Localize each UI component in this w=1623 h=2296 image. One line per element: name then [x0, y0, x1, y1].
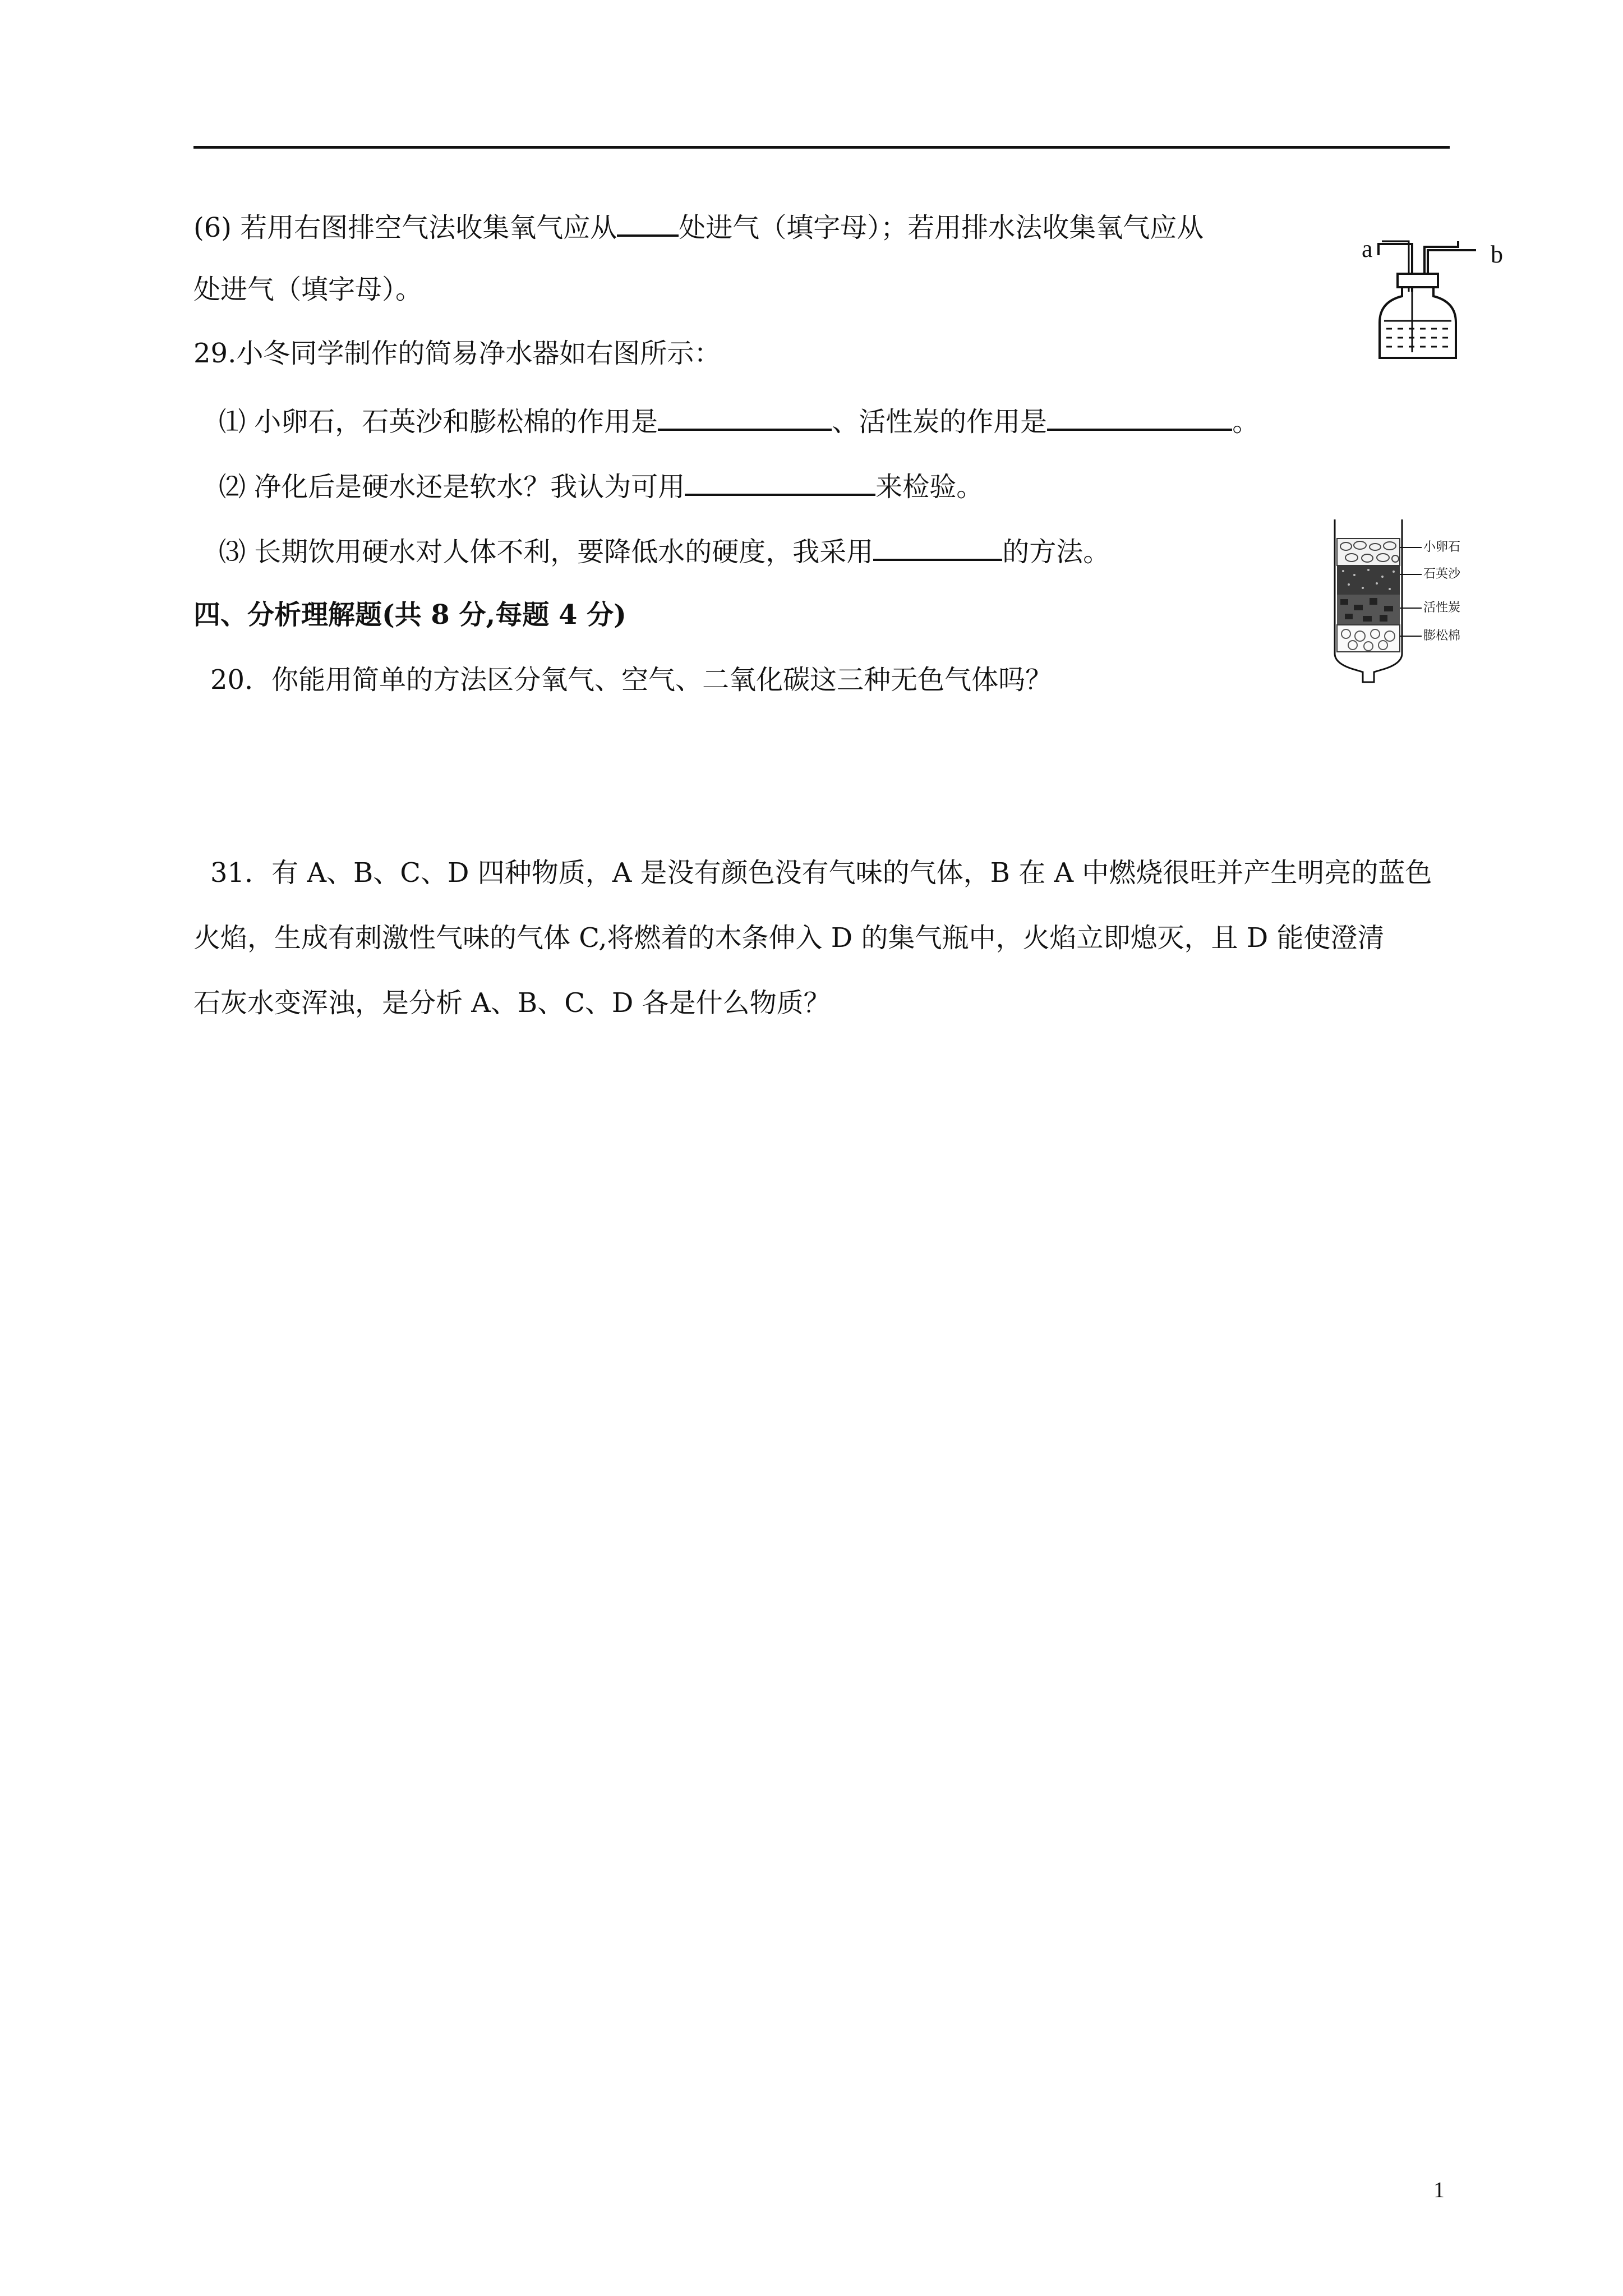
q29-sub2 — [219, 468, 983, 504]
water-filter-icon — [1329, 516, 1514, 690]
q29-stem: 29.小冬同学制作的简易净水器如右图所示： — [193, 338, 721, 369]
q29-sub2-prefix: ⑵ 净化后是硬水还是软水？我认为可用 — [219, 471, 685, 503]
filter-label-cotton: 膨松棉 — [1423, 629, 1461, 643]
page-number: 1 — [1433, 2177, 1445, 2202]
gas-bottle-figure — [1346, 224, 1514, 370]
q31-line2: 火焰，生成有刺激性气味的气体 C,将燃着的木条伸入 D 的集气瓶中，火焰立即熄灭，且 D 能使澄清 — [193, 922, 1385, 954]
q31-line3: 石灰水变浑浊，是分析 A、B、C、D 各是什么物质？ — [193, 987, 831, 1019]
filter-label-sand: 石英沙 — [1423, 567, 1461, 581]
q29-blank-carbon[interactable] — [1047, 403, 1232, 431]
section4-heading: 四、分析理解题(共 8 分,每题 4 分) — [193, 599, 626, 631]
q29-blank-method[interactable] — [873, 533, 1002, 561]
bottle-label-b: b — [1491, 241, 1503, 268]
q29-sub3-suffix: 的方法。 — [1002, 536, 1110, 568]
bottle-label-a: a — [1362, 235, 1373, 263]
q30-text: 20．你能用简单的方法区分氧气、空气、二氧化碳这三种无色气体吗？ — [210, 664, 1053, 696]
q29-sub3-prefix: ⑶ 长期饮用硬水对人体不利，要降低水的硬度，我采用 — [219, 536, 874, 568]
q6-line1 — [193, 209, 1204, 245]
water-filter-figure — [1329, 516, 1514, 690]
q6-blank-air[interactable] — [617, 209, 679, 237]
q31-line1: 31．有 A、B、C、D 四种物质，A 是没有颜色没有气味的气体，B 在 A 中燃烧很旺并产生明亮的蓝色 — [210, 857, 1432, 889]
q6-line2 — [193, 273, 422, 306]
q29-blank-filter[interactable] — [658, 403, 832, 431]
q6-line2-text: 处进气（填字母）。 — [193, 274, 423, 305]
filter-label-carbon: 活性炭 — [1423, 601, 1461, 615]
q29-sub2-suffix: 来检验。 — [875, 471, 984, 503]
q29-sub1-middle: 、活性炭的作用是 — [832, 406, 1048, 438]
q6-line1-prefix: (6) 若用右图排空气法收集氧气应从 — [193, 212, 617, 243]
q29-sub3 — [219, 533, 1110, 569]
q29-sub1 — [219, 403, 1259, 439]
header-rule — [193, 146, 1450, 149]
q29-sub1-prefix: ⑴ 小卵石，石英沙和膨松棉的作用是 — [219, 406, 658, 438]
q6-line1-middle: 处进气（填字母）；若用排水法收集氧气应从 — [679, 212, 1204, 243]
filter-label-pebble: 小卵石 — [1423, 540, 1461, 554]
q29-sub1-suffix: 。 — [1232, 406, 1260, 438]
q29-blank-test[interactable] — [685, 468, 875, 496]
